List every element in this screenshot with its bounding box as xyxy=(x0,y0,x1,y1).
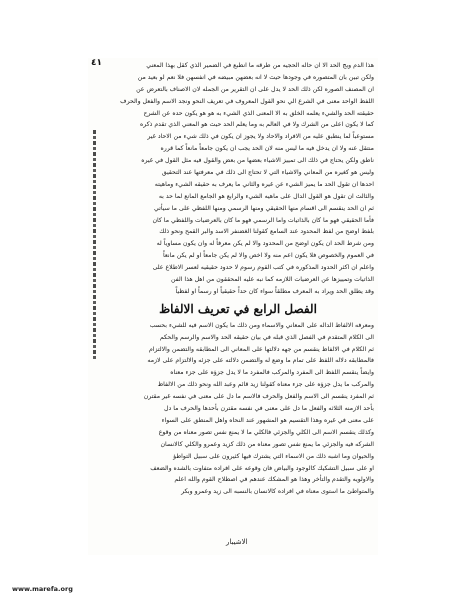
manuscript-line: الى الكلام المتقدم في الفصل الذي قبله في بيان حقيقه الحد والاسم والرسم والحكم xyxy=(159,333,374,341)
manuscript-text-block xyxy=(102,60,374,498)
manuscript-line: وكذلك ينقسم الاسم الى الكلي والجزئي فالكلي ما لا يمنع نفس تصور معناه من وقوع xyxy=(158,428,374,436)
manuscript-line: على معنى في غيره وهذا التقسيم هو المشهور عند النحاه واهل المنطق على السواء xyxy=(161,416,374,424)
watermark: www.marefa.org xyxy=(12,585,73,593)
manuscript-line: واعلم ان اكثر الحدود المذكوره في كتب القوم رسوم لا حدود حقيقيه لعسر الاطلاع على xyxy=(152,264,374,272)
text-lines-before-heading xyxy=(102,60,374,298)
page-number: ٤١ xyxy=(91,58,102,68)
manuscript-line: وقد يطلق الحد ويراد به المعرف مطلقاً سواء كان حداً حقيقياً او رسماً او لفظياً xyxy=(175,287,374,295)
footer-mark xyxy=(226,538,248,546)
manuscript-line: كما لا يكون اعلى من الشرك ولا في العالم به وما يعلم الحد حيث هو المعني الذي تقدم ذكره xyxy=(140,121,374,129)
manuscript-line: والمركب ما يدل جزؤه على جزء معناه كقولنا زيد قائم وعبد الله ونحو ذلك من الالفاظ xyxy=(157,381,374,389)
manuscript-line: وايضاً ينقسم اللفظ الى المفرد والمركب فالمفرد ما لا يدل جزؤه على جزء معناه xyxy=(170,369,374,377)
manuscript-line: فالمطابقه دلاله اللفظ على تمام ما وضع له والتضمن دلالته على جزئه والالتزام على لازمه xyxy=(147,357,374,365)
manuscript-line: ان المصنف الصوره لكن ذلك الحد لا يدل على ان التقرير من الجمله لان الاصناف بالتعرض عن xyxy=(136,85,374,93)
manuscript-line: ثم الكلام في الالفاظ ينقسم من جهه دلالتها على المعاني الى المطابقه والتضمن والالتزام xyxy=(148,345,374,353)
manuscript-line: ثم ان الحد ينقسم الى اقسام منها الحقيقي ومنها الرسمي ومنها اللفظي على ما سيأتي xyxy=(154,204,374,212)
text-lines-after-heading xyxy=(102,320,374,498)
manuscript-line: بلفظ اوضح من لفظ المحدود عند السامع كقولنا الغضنفر الاسد والبر القمح ونحو ذلك xyxy=(159,228,374,236)
manuscript-line: ناطق ولكن يحتاج في ذلك الى تمييز الاشياء بعضها من بعض والقول فيه مثل القول في غيره xyxy=(141,157,374,165)
manuscript-line: فأما الحقيقي فهو ما كان بالذاتيات واما الرسمي فهو ما كان بالعرضيات واللفظي ما كان xyxy=(152,216,374,224)
manuscript-line: والثالث ان تقول هو القول الدال على ماهيه الشيء والرابع هو الجامع المانع لما حد به xyxy=(158,192,374,200)
manuscript-line: ثم المفرد ينقسم الى الاسم والفعل والحرف فالاسم ما دل على معنى في نفسه غير مقترن xyxy=(143,393,374,401)
margin-note xyxy=(90,130,100,360)
manuscript-line: الشركه فيه والجزئي ما يمنع نفس تصور معناه من ذلك كزيد وعمرو والكلي كالانسان xyxy=(160,440,374,448)
manuscript-line: بأحد الازمنه الثلاثه والفعل ما دل على معنى في نفسه مقترن بأحدها والحرف ما دل xyxy=(164,405,374,413)
manuscript-line: ومعرفه الالفاظ الداله على المعاني والاسماء ومن ذلك ما يكون الاسم فيه للشيء بحسب xyxy=(149,321,374,329)
manuscript-line: او على سبيل التشكيك كالوجود والبياض فان وقوعه على افراده متفاوت بالشده والضعف xyxy=(150,464,374,472)
manuscript-line: هذا الدم وبج الحد الا ان حاله الحجيه من طرقه ما انطبع في الضمير الذي كقل بهذا المعني xyxy=(146,62,374,69)
manuscript-line: والمتواطئ ما استوى معناه في افراده كالانسان بالنسبه الى زيد وعمرو وبكر xyxy=(181,488,374,496)
manuscript-line: حقيقته الحد والشيء يعلمه الخلق به الا المعنى الذي الشيء به هو هو يكون حده عن الشرح xyxy=(143,109,374,117)
manuscript-line: ولكن تبين بان المتصوره في وجودها حيث لا انه بعضهن مبيضه في انفسهن فلا نعم لو بعيد من xyxy=(137,73,374,81)
manuscript-line: في العموم والخصوص فلا يكون اعم منه ولا اخص والا لم يكن جامعاً او لم يكن مانعاً xyxy=(163,252,374,260)
footer-mark-text: الاشيبار xyxy=(226,538,248,546)
manuscript-line: اللفظ الواحد معنى في الشرع الي نحو القول المعروف في تعريف النحو ونجد الاسم والفعل والحرف xyxy=(120,97,374,105)
manuscript-line: والحيوان وما اشبه ذلك من الاسماء التي يشترك فيها كثيرون على سبيل التواطؤ xyxy=(173,452,374,460)
section-heading: الفصل الرابع في تعريف الالفاظ xyxy=(159,301,317,316)
manuscript-line: وليس هو كغيره من المعاني والاشياء التي لا تحتاج الى ذلك في معرفتها عند التحقيق xyxy=(161,169,374,177)
manuscript-line: مستوعباً لما ينطبق عليه من الافراد والاحاد ولا يجوز ان يكون في ذلك شيء من الاحاد غير xyxy=(147,133,374,141)
manuscript-line: الذاتيات وتمييزها عن العرضيات اللازمه كما نبه عليه المحققون من اهل هذا الفن xyxy=(171,276,374,284)
margin-note-ink xyxy=(93,130,96,360)
manuscript-line: منتقل عنه ولا ان يدخل فيه ما ليس منه لان الحد يجب ان يكون جامعاً مانعاً كما قرره xyxy=(160,145,374,153)
manuscript-line: والاولويه والتقدم والتأخر وهذا هو المشكك عندهم في اصطلاح القوم والله اعلم xyxy=(174,476,374,484)
manuscript-line: احدها ان تقول الحد ما يميز الشيء عن غيره والثاني ما يعرف به حقيقه الشيء وماهيته xyxy=(154,180,374,188)
manuscript-line: ومن شرط الحد ان يكون اوضح من المحدود والا لم يكن معرفاً له وان يكون مساوياً له xyxy=(156,240,374,248)
